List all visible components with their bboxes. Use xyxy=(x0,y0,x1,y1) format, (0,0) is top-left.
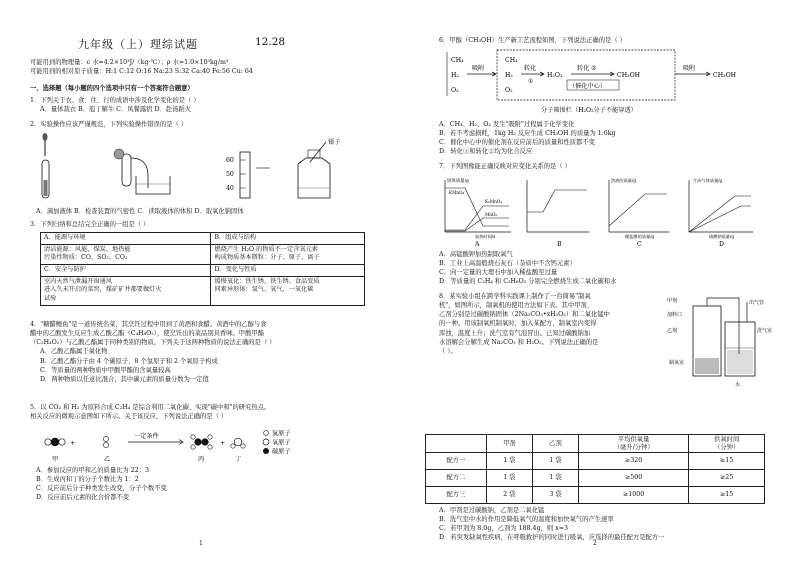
svg-text:吸附: 吸附 xyxy=(683,65,696,72)
svg-text:一定条件: 一定条件 xyxy=(134,433,159,440)
cell-b-body: 燃烧产生 H₂O 的物质不一定含氧元素 构成物质基本微粒：分子、原子、离子 xyxy=(211,244,365,264)
section-heading: 一、选择题（每小题的四个选项中只有一个答案符合题意） xyxy=(30,85,194,92)
cell-a-body: 清洁能源：风能、煤炭、地热能 污染性物质：CO、SO₂、CO₂ xyxy=(41,244,211,264)
svg-text:CH₃OH: CH₃OH xyxy=(617,72,641,79)
svg-text:氢原子: 氢原子 xyxy=(272,430,291,438)
table-header-row: 甲剂 乙剂 平均供氧量 （毫升/分钟） 供氧时间 （分钟） xyxy=(426,435,765,453)
svg-text:KMnO₄: KMnO₄ xyxy=(449,190,465,195)
svg-text:H₂O₂: H₂O₂ xyxy=(547,72,563,79)
table-row: 配方一 1 袋 1 袋 ≥320 ≥15 xyxy=(426,453,765,470)
svg-text:CH₄: CH₄ xyxy=(505,57,518,64)
question-4: 4．"糖醋鲤鱼"是一道传统名菜，其烹饪过程中用到了黄酒和食醋。黄酒中的乙醇与食 醋中的乙酸发生反应生成乙酸乙酯（C₄H₈O₂），使烹饪出的菜品别具香味。甲酸甲酯 （C₂H₄O₂）与乙酸乙酯属于同种类别的物质，下列关于这两种物质的说法正确的是（ ） A．乙酸乙酯属于氧化物 B．乙酸乙酯分子由 4 个碳原子、8 个氢原子和 2 个氧原子构成 C．等质量的两种物质中甲酸甲酯的含氧量较高 D．两种物质以任意比混合，其中碳元素的质量分数为一定值 xyxy=(30,321,276,383)
svg-text:MnO₂: MnO₂ xyxy=(485,212,498,217)
svg-text:CH₄: CH₄ xyxy=(451,57,464,64)
svg-text:D: D xyxy=(719,241,724,248)
question-7-options: A．高锰酸钾加热制取氧气 B．工业上高温煅烧石灰石（杂质中不含钙元素） C．向一定量的大理石中加入稀盐酸至过量 D．等质量的 C₂H₄ 和 C₂H₆O₂ 分别完全燃烧生成二氧化碳和水 xyxy=(439,251,617,286)
svg-text:B: B xyxy=(557,241,562,248)
svg-text:C: C xyxy=(637,241,642,248)
cell-d-head: D．变化与性质 xyxy=(211,265,365,277)
svg-text:+: + xyxy=(70,440,76,447)
svg-text:转化: 转化 xyxy=(577,65,590,72)
svg-text:镊子: 镊子 xyxy=(328,139,341,146)
question-2-stem: 2．实验操作应该严谨规范，下列实验操作错误的是（ ） xyxy=(30,121,188,128)
svg-text:硝酸钠质量/g: 硝酸钠质量/g xyxy=(709,234,735,239)
svg-text:固体质量/g: 固体质量/g xyxy=(447,179,469,184)
svg-text:+: + xyxy=(220,440,226,447)
svg-text:K₂MnO₄: K₂MnO₄ xyxy=(485,199,502,204)
question-3-stem: 3．下列归纳和总结完全正确的一组是（ ） xyxy=(30,221,150,228)
exam-date: 12.28 xyxy=(255,36,286,48)
svg-text:50: 50 xyxy=(226,171,234,178)
question-5-reaction-diagram xyxy=(34,428,314,466)
question-7-stem: 7．下列图像能正确反映对应变化关系的是（ ） xyxy=(439,163,571,170)
svg-text:H₂: H₂ xyxy=(451,72,459,79)
svg-text:水: 水 xyxy=(735,382,741,388)
svg-text:氧原子: 氧原子 xyxy=(272,439,291,447)
svg-text:溶液的质量/g: 溶液的质量/g xyxy=(611,178,637,183)
svg-text:加热时间/s: 加热时间/s xyxy=(475,234,496,239)
graph-c xyxy=(609,177,669,240)
svg-text:甲剂: 甲剂 xyxy=(667,298,678,304)
svg-text:②: ② xyxy=(591,65,597,72)
page-number: 1 xyxy=(199,540,203,547)
svg-text:A: A xyxy=(475,241,480,248)
question-6-stem: 6．甲醇（CH₃OH）生产新工艺流程如图，下列说法正确的是（ ） xyxy=(439,37,626,44)
cell-b-head: B．组成与结构 xyxy=(211,233,365,245)
table-row: 配方三 2 袋 3 袋 ≥1000 ≥15 xyxy=(426,487,765,504)
oxygen-generator-diagram xyxy=(665,292,775,390)
airtightness-check-illustration xyxy=(114,149,170,194)
svg-text:加料口: 加料口 xyxy=(667,312,683,318)
svg-text:CH₃OH: CH₃OH xyxy=(713,72,737,79)
dropping-liquid-illustration xyxy=(42,133,49,198)
question-3-table xyxy=(40,232,365,306)
question-2-options: A．滴加液体 B．检查装置的气密性 C．读取液体的体积 D．取氧化钠固体 xyxy=(36,208,244,215)
question-8-options: A．甲剂是过碳酸钠，乙剂是二氧化锰 B．洗气室中水的作用是降低氧气的温度和加快氧气的产生速率 C．若甲剂为 8.0g，乙剂为 188.4g，则 x=3 D．若突发缺氧性疾病，在呼吸救护的同时进行吸氧，应选择的最佳配方是配方一 xyxy=(439,507,665,542)
oxygen-formula-table xyxy=(425,434,765,504)
svg-text:甲: 甲 xyxy=(52,456,59,463)
svg-text:出气管: 出气管 xyxy=(749,300,765,306)
svg-text:洗气室: 洗气室 xyxy=(757,328,773,334)
svg-text:H₂: H₂ xyxy=(505,72,513,79)
question-2-illustrations xyxy=(30,132,370,204)
question-1: 1．下列关于衣、食、住、行的成语中涉及化学变化的是（ ） A．量体裁衣 B．庖丁解牛 C．风餐露宿 D．赴汤蹈火 xyxy=(30,97,200,114)
svg-text:丙: 丙 xyxy=(198,456,205,463)
table-row: 配方二 1 袋 1 袋 ≥500 ≥25 xyxy=(426,470,765,487)
svg-text:O₂: O₂ xyxy=(451,87,459,94)
graph-b xyxy=(527,180,589,232)
question-5-stem: 5．以 CO₂ 和 H₂ 为原料合成 C₂H₄ 是综合利用二氧化碳、实现"碳中和"的研究热点。 相关反应的微观示意图如下所示。关于该反应，下列说法正确的是（ ） xyxy=(30,404,271,421)
question-8-stem: 8．某实验小组在跨学科实践课上制作了一台简易"制氧 机"，如图所示，制氧机的使用方法如下表。其中甲剂、 乙剂分别是过碳酸钠固体（2Na₂CO₃•xH₂O₂）和二氧化锰中 的一种。用该制氧机制氧时，加入某配方，制氧室内变得 浑浊，温度上升；洗气室有气泡冒出。已知过碳酸钠加 水溶解会分解生成 Na₂CO₃ 和 H₂O₂。下列说法正确的是 （ ）。 xyxy=(439,293,610,355)
svg-text:乙: 乙 xyxy=(104,456,111,463)
svg-text:60: 60 xyxy=(226,157,234,164)
graduated-cylinder-illustration xyxy=(226,152,270,198)
cell-a-head: A．能源与环境 xyxy=(41,233,211,245)
svg-text:O₂: O₂ xyxy=(505,87,513,94)
graph-a xyxy=(445,177,511,240)
question-6-flow-diagram xyxy=(445,48,765,120)
svg-text:40: 40 xyxy=(226,185,234,192)
page-number: 2 xyxy=(593,540,597,547)
svg-text:①: ① xyxy=(528,78,534,85)
cell-c-body: 室内天然气泄漏开窗通风 进入久未开启的菜窖，煤矿矿井都要做灯火 试验 xyxy=(41,276,211,305)
question-7-graphs xyxy=(439,176,759,246)
svg-text:碳原子: 碳原子 xyxy=(272,448,291,456)
question-5-options: A．参加反应的甲和乙的质量比为 22：3 B．生成丙和丁的分子个数比为 1：2 C．反应前后分子种类发生改变，分子个数不变 D．反应前后元素的化合价都不变 xyxy=(36,467,167,502)
svg-text:吸附: 吸附 xyxy=(472,65,485,72)
svg-text:分子筛围栏（H₂O₂分子不能穿透）: 分子筛围栏（H₂O₂分子不能穿透） xyxy=(541,107,637,114)
svg-text:（催化中心）: （催化中心） xyxy=(569,83,607,90)
svg-text:乙剂: 乙剂 xyxy=(667,328,678,334)
svg-text:稀盐酸的质量/g: 稀盐酸的质量/g xyxy=(625,234,655,239)
question-6-options: A．CH₄、H₂、O₂ 发生"吸附"过程属于化学变化 B．若不考虑损耗，1kg H₂ 反应生成 CH₃OH 的质量为 1.6kg C．催化中心中的催化剂在反应前后的质量和性质都不变 D．转化①和转化②均为化合反应 xyxy=(439,121,616,156)
exam-title: 九年级（上）理综试题 xyxy=(78,38,198,51)
svg-text:生成气体质量/g: 生成气体质量/g xyxy=(693,178,723,183)
cell-c-head: C．安全与防护 xyxy=(41,265,211,277)
cell-d-body: 缓慢氧化：铁生锈、铁生锈、食品变质 同素异形体：氢气、氧气、一氧化碳 xyxy=(211,276,365,305)
exam-page-right xyxy=(397,0,794,561)
svg-text:丁: 丁 xyxy=(235,456,242,463)
svg-text:制氧室: 制氧室 xyxy=(669,360,685,366)
tweezers-bottle-illustration xyxy=(298,138,340,198)
physical-constants: 可能用到的物理量：c 水=4.2×10³J/（kg·℃）；ρ 水=1.0×10³kg/m³ 可能用到的相对原子质量：H:1 C:12 O:16 Na:23 S:32 Ca:40 Fe:56 Cu: 64 xyxy=(30,59,253,76)
svg-text:转化: 转化 xyxy=(524,65,537,72)
graph-d xyxy=(689,177,753,240)
